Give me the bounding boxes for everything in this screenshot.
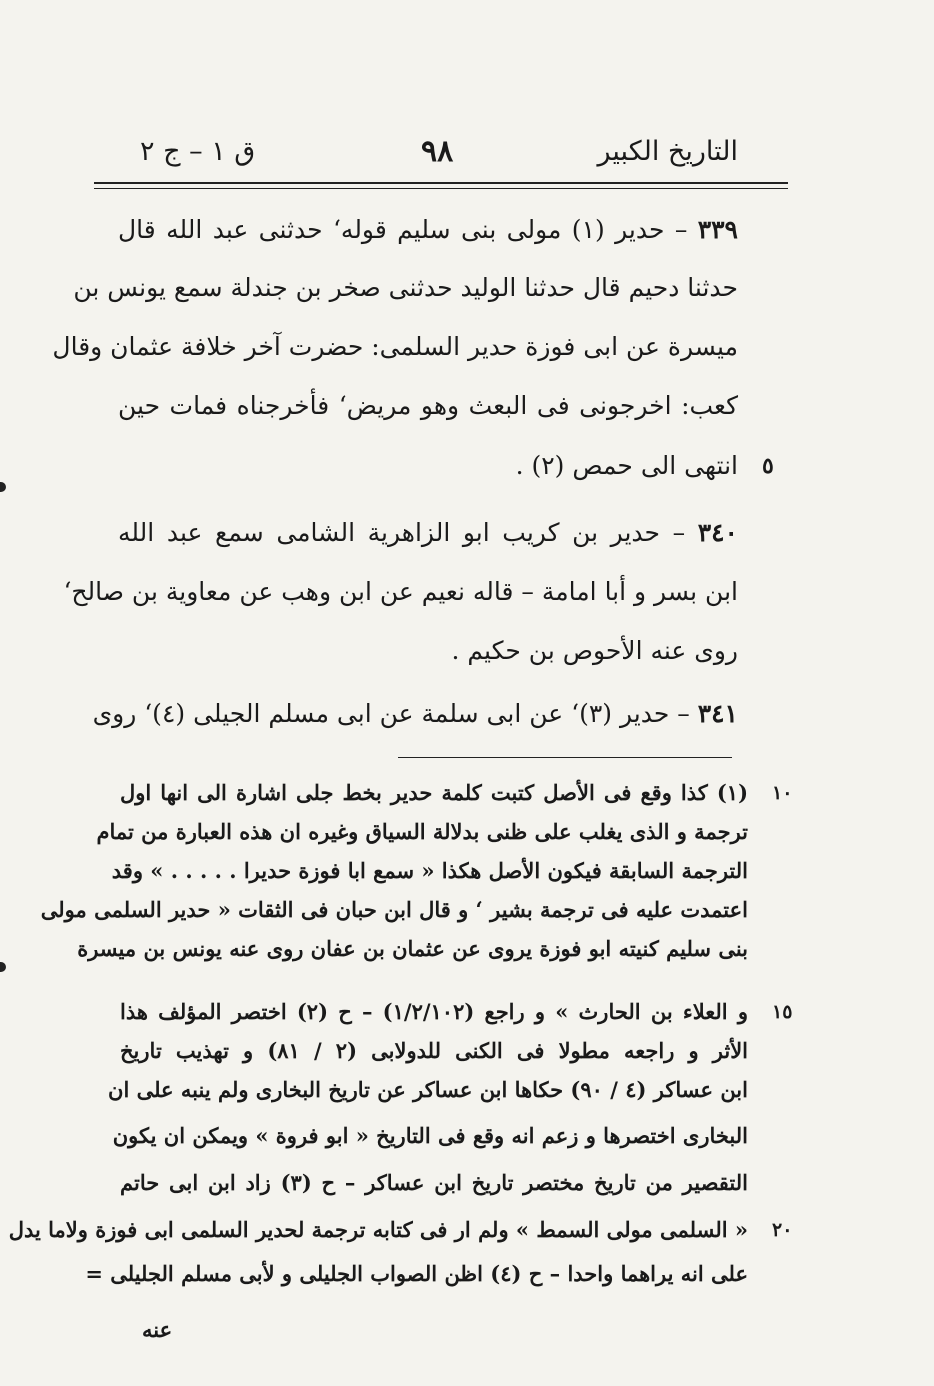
- main-text-line: [73, 268, 738, 308]
- footnote-line: (١) كذا وقع فى الأصل كتبت كلمة حدير بخط جلى اشارة الى انها اول: [120, 780, 748, 805]
- main-text-line: [118, 210, 738, 250]
- main-text-line: [118, 386, 738, 426]
- footnote-line: الترجمة السابقة فيكون الأصل هكذا « سمع ابا فوزة حديرا . . . . . » وقد: [111, 858, 748, 883]
- main-text: انتهى الى حمص (٢) .: [515, 451, 738, 480]
- line-number-marker: ١٠: [772, 782, 793, 804]
- main-text: – حدير (٣)‘ عن ابى سلمة عن ابى مسلم الجيلى (٤)‘ روى: [92, 699, 698, 728]
- main-text: – حدير (١) مولى بنى سليم قوله‘ حدثنى عبد الله قال: [118, 215, 698, 244]
- main-text: روى عنه الأحوص بن حكيم .: [451, 636, 738, 665]
- footnote-line: بنى سليم كنيته ابو فوزة يروى عن عثمان بن عفان روى عنه يونس بن ميسرة: [77, 936, 748, 961]
- footnote-line: « السلمى مولى السمط » ولم ار فى كتابه ترجمة لحدير السلمى ابى فوزة ولاما يدل: [8, 1217, 748, 1242]
- main-text: ميسرة عن ابى فوزة حدير السلمى: حضرت آخر خلافة عثمان وقال: [52, 332, 738, 361]
- entry-number: ٣٤٠: [697, 518, 738, 547]
- running-title: التاريخ الكبير: [597, 136, 738, 167]
- line-number-marker: ٥: [762, 453, 774, 479]
- main-text: – حدير بن كريب ابو الزاهرية الشامى سمع عبد الله: [118, 518, 698, 547]
- footnote-line: ابن عساكر (٤ / ٩٠) حكاها ابن عساكر عن تاريخ البخارى ولم ينبه على ان: [108, 1077, 748, 1102]
- main-text: حدثنا دحيم قال حدثنا الوليد حدثنى صخر بن جندلة سمع يونس بن: [73, 273, 738, 302]
- main-text-line: [52, 327, 738, 367]
- footnote-line: التقصير من تاريخ مختصر تاريخ ابن عساكر – ح (٣) زاد ابن ابى حاتم: [120, 1170, 748, 1195]
- entry-number: ٣٣٩: [697, 215, 738, 244]
- volume-part: ق ١ – ج ٢: [140, 136, 256, 167]
- main-text: ابن بسر و أبا امامة – قاله نعيم عن ابن وهب عن معاوية بن صالح‘: [63, 577, 738, 606]
- line-number-marker: ١٥: [772, 1001, 793, 1023]
- footnote-line: ترجمة و الذى يغلب على ظنى بدلالة السياق وغيره ان هذه العبارة من تمام: [96, 819, 748, 844]
- main-text-line: [118, 513, 738, 553]
- scan-edge-mark: [0, 482, 6, 492]
- main-text-line: [92, 694, 738, 734]
- page-number: ٩٨: [421, 134, 454, 169]
- scan-edge-mark: [0, 962, 6, 972]
- footnote-line: البخارى اختصرها و زعم انه وقع فى التاريخ « ابو فروة » ويمكن ان يكون: [112, 1123, 748, 1148]
- header-rule: [94, 182, 788, 184]
- footnote-line: على انه يراهما واحدا – ح (٤) اظن الصواب الجليلى و لأبى مسلم الجليلى =: [85, 1261, 748, 1286]
- footnote-line: اعتمدت عليه فى ترجمة بشير ‘ و قال ابن حبان فى الثقات « حدير السلمى مولى: [40, 897, 748, 922]
- line-number-marker: ٢٠: [772, 1219, 793, 1241]
- entry-number: ٣٤١: [697, 699, 738, 728]
- main-text-line: [63, 572, 738, 612]
- main-text: كعب: اخرجونى فى البعث وهو مريض‘ فأخرجناه فمات حين: [118, 391, 738, 420]
- footnote-line: و العلاء بن الحارث » و راجع (١/٢/١٠٢) – ح (٢) اختصر المؤلف هذا: [120, 999, 748, 1024]
- main-text-line: [118, 631, 738, 671]
- footnote-rule: [398, 757, 732, 758]
- footnote-line: الأثر و راجعه مطولا فى الكنى للدولابى (٢ / ٨١) و تهذيب تاريخ: [120, 1038, 749, 1063]
- catchword: عنه: [142, 1317, 173, 1342]
- header-rule-thin: [94, 188, 788, 189]
- main-text-line: [118, 446, 738, 486]
